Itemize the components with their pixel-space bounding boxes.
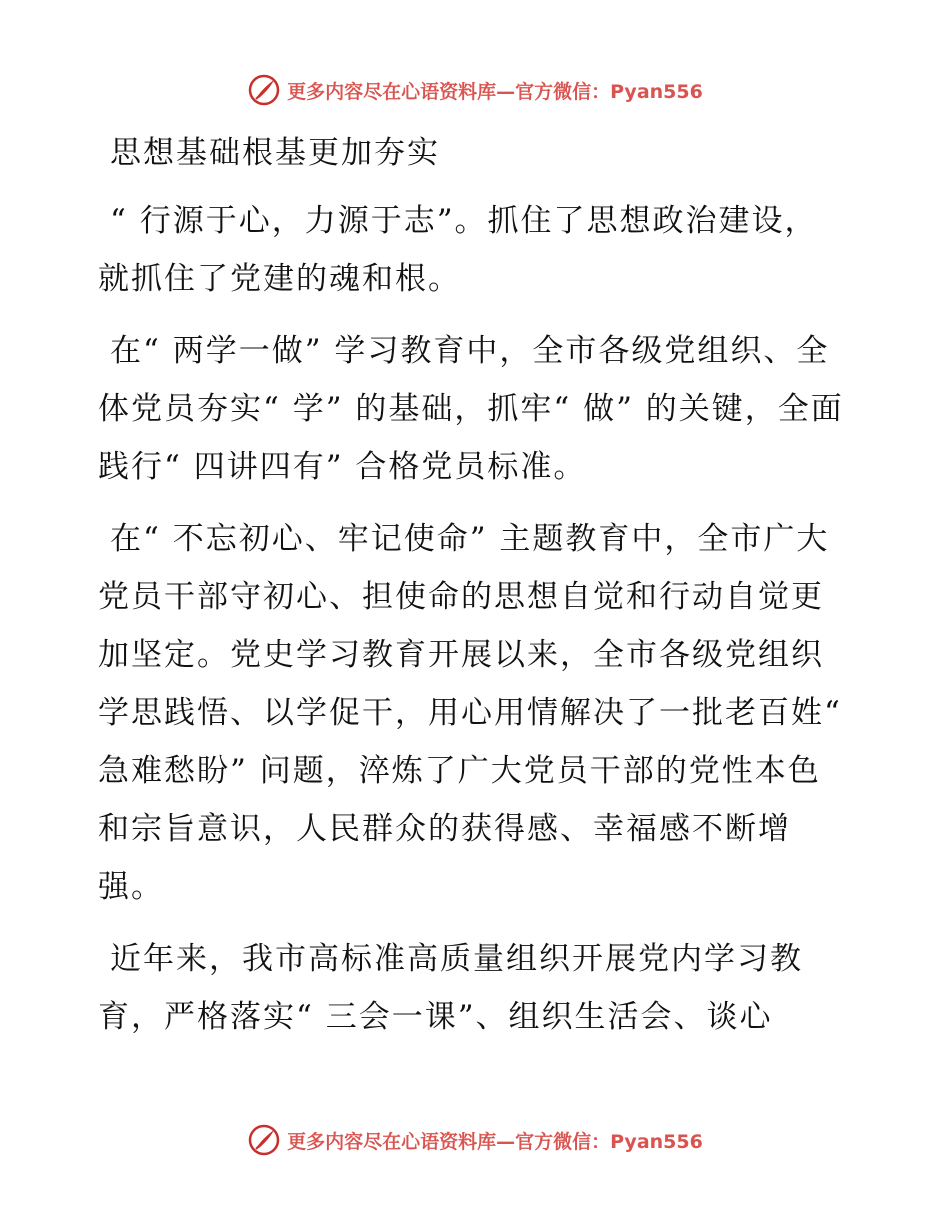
header-watermark-text: 更多内容尽在心语资料库—官方微信：Pyan556 [287, 80, 703, 103]
header-watermark-banner [0, 70, 950, 110]
document-body [98, 124, 850, 1060]
quill-logo-icon [247, 1123, 281, 1157]
section-heading: 思想基础根基更加夯实 [110, 135, 440, 171]
paragraph-3: 在“ 不忘初心、牢记使命” 主题教育中，全市广大党员干部守初心、担使命的思想自觉和行动自觉更加坚定。党史学习教育开展以来，全市各级党组织学思践悟、以学促干，用心用情解决了一批老百姓“ 急难愁盼” 问题，淬炼了广大党员干部的党性本色和宗旨意识，人民群众的获得感、幸福感不断增强。 [98, 521, 842, 905]
quill-logo-icon [247, 73, 281, 107]
paragraph-1: “ 行源于心，力源于志”。抓住了思想政治建设，就抓住了党建的魂和根。 [98, 203, 818, 297]
footer-watermark-banner [0, 1120, 950, 1160]
paragraph-4: 近年来，我市高标准高质量组织开展党内学习教育，严格落实“ 三会一课”、组织生活会、谈心 [98, 941, 803, 1035]
footer-watermark-text: 更多内容尽在心语资料库—官方微信：Pyan556 [287, 1130, 703, 1153]
paragraph-2: 在“ 两学一做” 学习教育中，全市各级党组织、全体党员夯实“ 学” 的基础，抓牢“ 做” 的关键，全面践行“ 四讲四有” 合格党员标准。 [98, 333, 844, 485]
